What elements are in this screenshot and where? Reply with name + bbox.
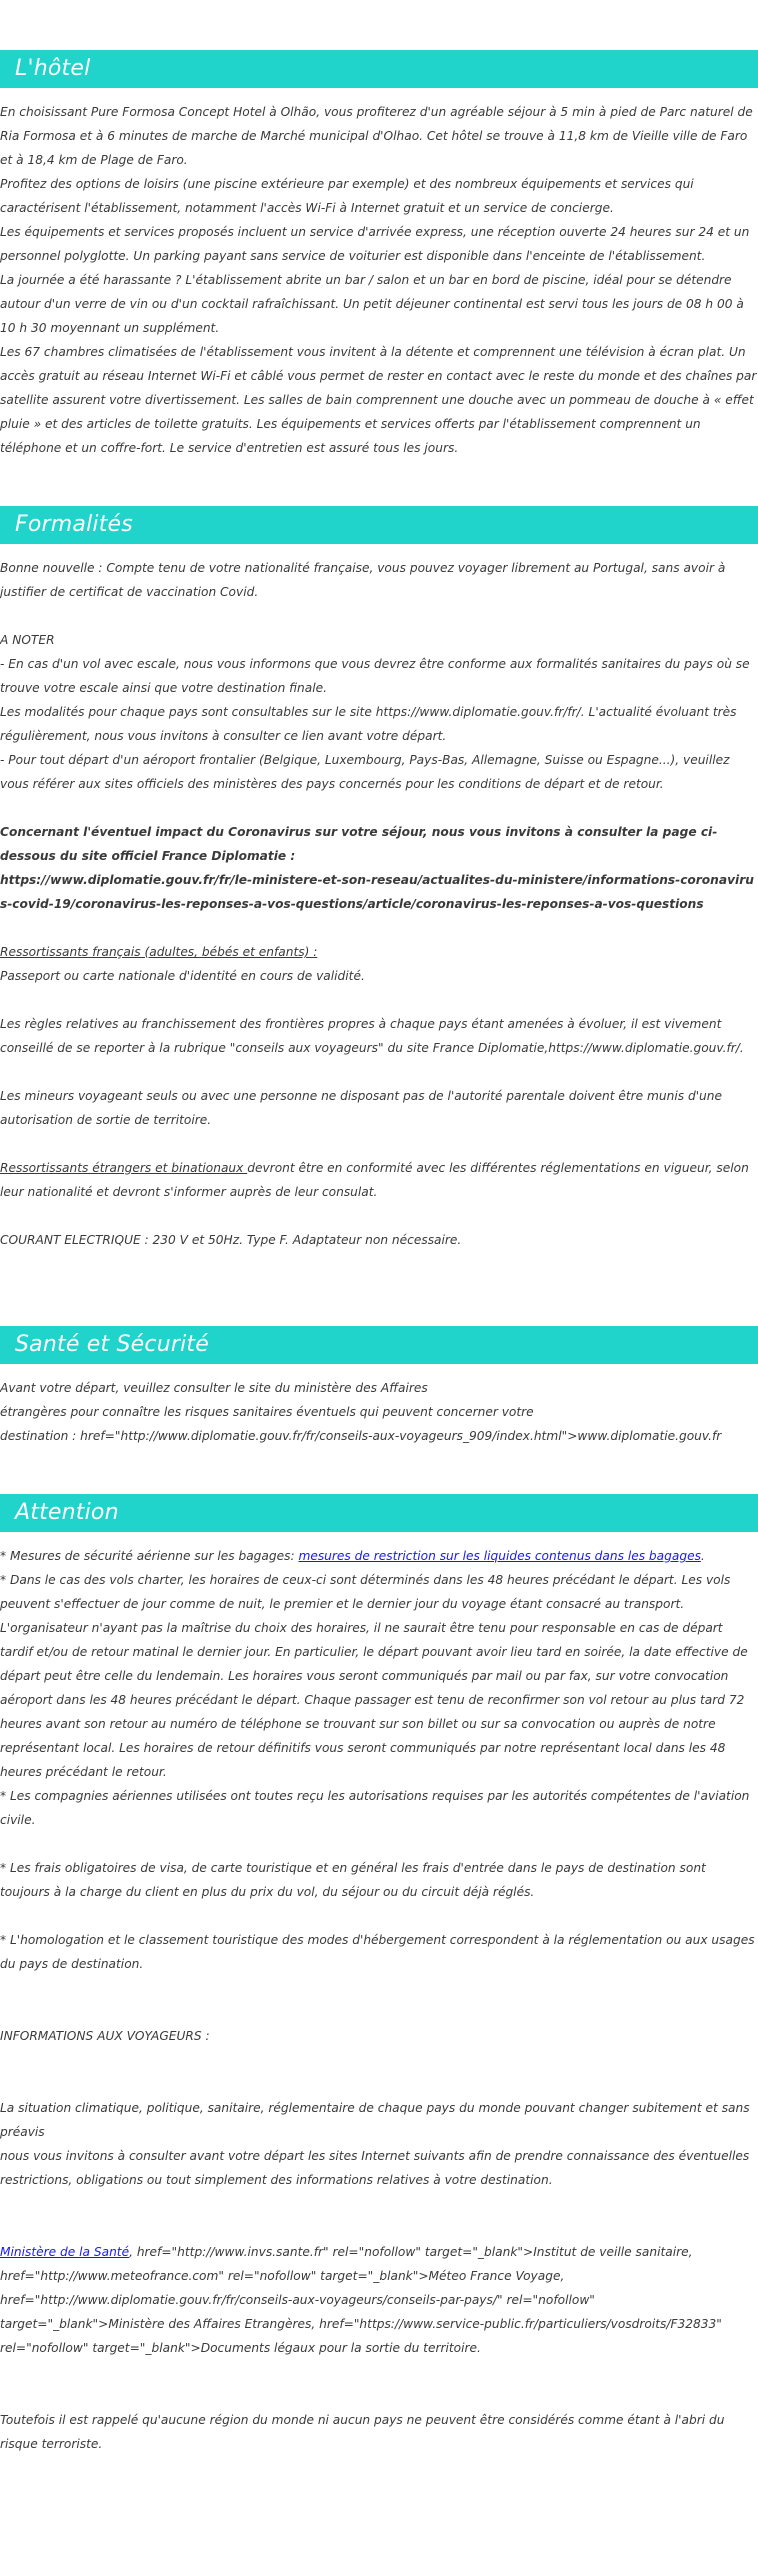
foreign-citizens-title: Ressortissants étrangers et binationaux xyxy=(0,1161,248,1175)
travel-info-title: INFORMATIONS AUX VOYAGEURS : xyxy=(0,2029,210,2043)
covid-vaccination-note: Bonne nouvelle : Compte tenu de votre nationalité française, vous pouvez voyager librement au Portugal, sans avoir à justifier de certificat de vaccination Covid. xyxy=(0,561,726,599)
minors-text: Les mineurs voyageant seuls ou avec une personne ne disposant pas de l'autorité parentale doivent être munis d'une autorisation de sortie de territoire. xyxy=(0,1089,723,1127)
homologation-text: * L'homologation et le classement touristique des modes d'hébergement correspondent à la réglementation ou aux usages du pays de destination. xyxy=(0,1933,755,1971)
hotel-paragraph: Les 67 chambres climatisées de l'établissement vous invitent à la détente et comprennent une télévision à écran plat. Un accès gratuit au réseau Internet Wi-Fi et câblé vous permet de rester en contact avec le reste du monde et des chaînes par satellite assurent votre divertissement. Les salles de bain comprennent une douche avec un pommeau de douche à « effet pluie » et des articles de toilette gratuits. Les équipements et services offerts par l'établissement comprennent un téléphone et un coffre-fort. Le service d'entretien est assuré tous les jours. xyxy=(0,345,757,455)
airlines-text: * Les compagnies aériennes utilisées ont toutes reçu les autorisations requises par les autorités compétentes de l'aviation civile. xyxy=(0,1789,750,1827)
liquids-restriction-link[interactable]: mesures de restriction sur les liquides contenus dans les bagages xyxy=(298,1549,701,1563)
french-citizens-title: Ressortissants français (adultes, bébés et enfants) : xyxy=(0,945,318,959)
hotel-section xyxy=(0,50,758,460)
terror-risk-text: Toutefois il est rappelé qu'aucune région du monde ni aucun pays ne peuvent être considérés comme étant à l'abri du risque terroriste. xyxy=(0,2413,725,2451)
note-stopover: - En cas d'un vol avec escale, nous vous informons que vous devrez être conforme aux formalités sanitaires du pays où se trouve votre escale ainsi que votre destination finale. xyxy=(0,657,750,695)
health-ministry-link[interactable]: Ministère de la Santé xyxy=(0,2245,130,2259)
foreign-citizens-body: devront être en conformité avec les différentes réglementations en vigueur, selon leur nationalité et devront s'informer auprès de leur consulat. xyxy=(0,1161,749,1199)
attention-header xyxy=(0,1494,758,1532)
formalites-title: Formalités xyxy=(15,512,133,537)
french-citizens-text: Passeport ou carte nationale d'identité en cours de validité. xyxy=(0,969,365,983)
sante-content xyxy=(0,1376,758,1448)
hotel-title: L'hôtel xyxy=(15,56,91,81)
sante-header xyxy=(0,1326,758,1364)
climate-notice: La situation climatique, politique, sanitaire, réglementaire de chaque pays du monde pouvant changer subitement et sans préavis xyxy=(0,2101,750,2139)
hotel-content xyxy=(0,100,758,460)
foreign-citizens-text xyxy=(0,1156,758,1204)
hotel-paragraph: La journée a été harassante ? L'établissement abrite un bar / salon et un bar en bord de piscine, idéal pour se détendre autour d'un verre de vin ou d'un cocktail rafraîchissant. Un petit déjeuner continental est servi tous les jours de 08 h 00 à 10 h 30 moyennant un supplément. xyxy=(0,273,744,335)
attention-section xyxy=(0,1494,758,2456)
attention-title: Attention xyxy=(15,1500,119,1525)
border-rules-text: Les règles relatives au franchissement des frontières propres à chaque pays étant amenées à évoluer, il est vivement conseillé de se reporter à la rubrique "conseils aux voyageurs" du site France Diplomatie,https://www.diplomatie.gouv.fr/. xyxy=(0,1017,744,1055)
sante-title: Santé et Sécurité xyxy=(15,1332,209,1357)
note-country-modalities: Les modalités pour chaque pays sont consultables sur le site https://www.diplomatie.gouv.fr/fr/. L'actualité évoluant très régulièrement, nous vous invitons à consulter ce lien avant votre départ. xyxy=(0,705,737,743)
sante-section xyxy=(0,1326,758,1448)
baggage-security-text: * Mesures de sécurité aérienne sur les bagages: mesures de restriction sur les liquides contenus dans les bagages. xyxy=(0,1549,705,1563)
coronavirus-url: https://www.diplomatie.gouv.fr/fr/le-ministere-et-son-reseau/actualites-du-ministere/informations-coronavirus-covid-19/coronavirus-les-reponses-a-vos-questions/article/coronavirus-les-reponses-a-vos-questions xyxy=(0,873,754,911)
note-title: A NOTER xyxy=(0,633,55,647)
hotel-paragraph: Profitez des options de loisirs (une piscine extérieure par exemple) et des nombreux équipements et services qui caractérisent l'établissement, notamment l'accès Wi-Fi à Internet gratuit et un service de concierge. xyxy=(0,177,694,215)
hotel-paragraph: En choisissant Pure Formosa Concept Hotel à Olhão, vous profiterez d'un agréable séjour à 5 min à pied de Parc naturel de Ria Formosa et à 6 minutes de marche de Marché municipal d'Olhao. Cet hôtel se trouve à 11,8 km de Vieille ville de Faro et à 18,4 km de Plage de Faro. xyxy=(0,105,753,167)
websites-notice: nous vous invitons à consulter avant votre départ les sites Internet suivants afin de prendre connaissance des éventuelles restrictions, obligations ou tout simplement des informations relatives à votre destination. xyxy=(0,2149,750,2187)
hotel-header xyxy=(0,50,758,88)
sante-line: destination : href="http://www.diplomatie.gouv.fr/fr/conseils-aux-voyageurs_909/index.html">www.diplomatie.gouv.fr xyxy=(0,1429,722,1443)
official-links-text: Ministère de la Santé, href="http://www.invs.sante.fr" rel="nofollow" target="_blank">Institut de veille sanitaire, href="http://www.meteofrance.com" rel="nofollow" target="_blank">Méteo France Voyage, href="http://www.diplomatie.gouv.fr/fr/conseils-aux-voyageurs/conseils-par-pays/" rel="nofollow" target="_blank">Ministère des Affaires Etrangères, href="https://www.service-public.fr/particuliers/vosdroits/F32833" rel="nofollow" target="_blank">Documents légaux pour la sortie du territoire. xyxy=(0,2245,722,2355)
electric-current-text: COURANT ELECTRIQUE : 230 V et 50Hz. Type F. Adaptateur non nécessaire. xyxy=(0,1233,462,1247)
hotel-paragraph: Les équipements et services proposés incluent un service d'arrivée express, une réception ouverte 24 heures sur 24 et un personnel polyglotte. Un parking payant sans service de voiturier est disponible dans l'enceinte de l'établissement. xyxy=(0,225,750,263)
visa-fees-text: * Les frais obligatoires de visa, de carte touristique et en général les frais d'entrée dans le pays de destination sont toujours à la charge du client en plus du prix du vol, du séjour ou du circuit déjà réglés. xyxy=(0,1861,706,1899)
note-border-airport: - Pour tout départ d'un aéroport frontalier (Belgique, Luxembourg, Pays-Bas, Allemagne, Suisse ou Espagne...), veuillez vous référer aux sites officiels des ministères des pays concernés pour les conditions de départ et de retour. xyxy=(0,753,730,791)
sante-line: étrangères pour connaître les risques sanitaires éventuels qui peuvent concerner votre xyxy=(0,1405,534,1419)
attention-content xyxy=(0,1544,758,2456)
formalites-content xyxy=(0,556,758,1252)
coronavirus-notice: Concernant l'éventuel impact du Coronavirus sur votre séjour, nous vous invitons à consulter la page ci-dessous du site officiel France Diplomatie : xyxy=(0,825,718,863)
formalites-section xyxy=(0,506,758,1252)
sante-line: Avant votre départ, veuillez consulter le site du ministère des Affaires xyxy=(0,1381,428,1395)
charter-flights-text: * Dans le cas des vols charter, les horaires de ceux-ci sont déterminés dans les 48 heures précédant le départ. Les vols peuvent s'effectuer de jour comme de nuit, le premier et le dernier jour du voyage étant consacré au transport. L'organisateur n'ayant pas la maîtrise du choix des horaires, il ne saurait être tenu pour responsable en cas de départ tardif et/ou de retour matinal le dernier jour. En particulier, le départ pouvant avoir lieu tard en soirée, la date effective de départ peut être celle du lendemain. Les horaires vous seront communiqués par mail ou par fax, sur votre convocation aéroport dans les 48 heures précédant le départ. Chaque passager est tenu de reconfirmer son vol retour au plus tard 72 heures avant son retour au numéro de téléphone se trouvant sur son billet ou sur sa convocation ou auprès de notre représentant local. Les horaires de retour définitifs vous seront communiqués par notre représentant local dans les 48 heures précédant le retour. xyxy=(0,1573,748,1779)
formalites-header xyxy=(0,506,758,544)
